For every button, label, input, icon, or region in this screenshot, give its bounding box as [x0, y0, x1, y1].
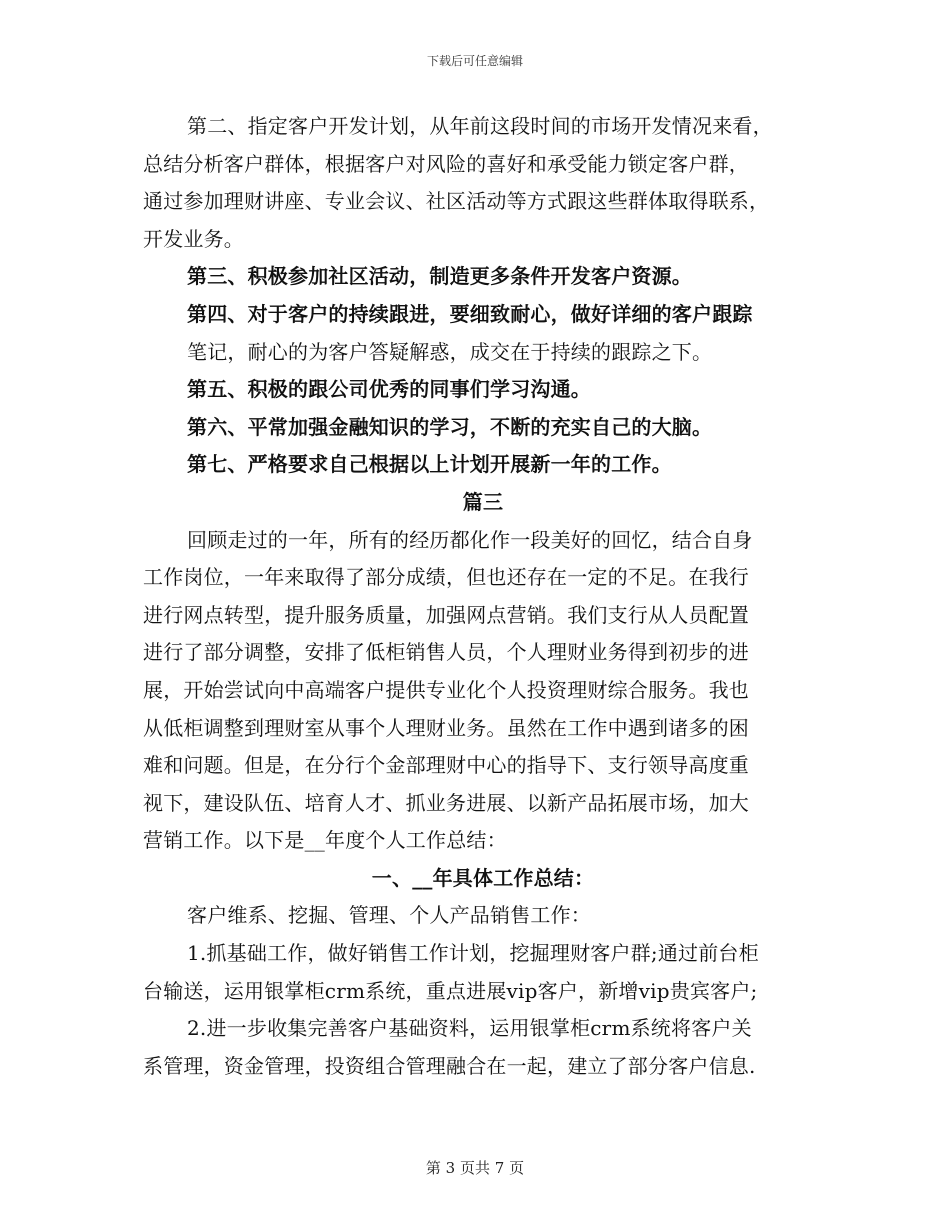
paragraph-line: 第四、对于客户的持续跟进，要细致耐心，做好详细的客户跟踪 [187, 301, 753, 326]
paragraph-line: 1.抓基础工作，做好销售工作计划，挖掘理财客户群;通过前台柜 [187, 941, 759, 966]
paragraph-line: 第七、严格要求自己根据以上计划开展新一年的工作。 [187, 452, 672, 477]
document-body [143, 108, 823, 1085]
section-heading: 篇三 [462, 489, 504, 514]
paragraph-line: 进行网点转型，提升服务质量，加强网点营销。我们支行从人员配置 [143, 602, 749, 627]
paragraph-line: 开发业务。 [143, 226, 244, 251]
paragraph-line: 从低柜调整到理财室从事个人理财业务。虽然在工作中遇到诸多的困 [143, 715, 749, 740]
paragraph-line: 视下，建设队伍、培育人才、抓业务进展、以新产品拓展市场，加大 [143, 790, 749, 815]
paragraph-line: 工作岗位，一年来取得了部分成绩，但也还存在一定的不足。在我行 [143, 565, 749, 590]
page-footer: 第 3 页共 7 页 [425, 1159, 525, 1177]
paragraph-line: 台输送，运用银掌柜crm系统，重点进展vip客户，新增vip贵宾客户; [143, 978, 758, 1003]
paragraph-line: 难和问题。但是，在分行个金部理财中心的指导下、支行领导高度重 [143, 753, 749, 778]
paragraph-line: 系管理，资金管理，投资组合管理融合在一起，建立了部分客户信息. [143, 1053, 756, 1078]
paragraph-line: 第三、积极参加社区活动，制造更多条件开发客户资源。 [187, 264, 692, 289]
paragraph-line: 笔记，耐心的为客户答疑解惑，成交在于持续的跟踪之下。 [187, 339, 713, 364]
paragraph-line: 进行了部分调整，安排了低柜销售人员，个人理财业务得到初步的进 [143, 640, 749, 665]
paragraph-line: 总结分析客户群体，根据客户对风险的喜好和承受能力锁定客户群， [143, 151, 749, 176]
paragraph-line: 第二、指定客户开发计划，从年前这段时间的市场开发情况来看， [187, 114, 773, 138]
paragraph-line: 回顾走过的一年，所有的经历都化作一段美好的回忆，结合自身 [187, 527, 753, 552]
paragraph-line: 展，开始尝试向中高端客户提供专业化个人投资理财综合服务。我也 [143, 677, 749, 702]
paragraph-line: 通过参加理财讲座、专业会议、社区活动等方式跟这些群体取得联系， [143, 189, 770, 214]
paragraph-line: 第五、积极的跟公司优秀的同事们学习沟通。 [187, 377, 591, 402]
paragraph-line: 营销工作。以下是__年度个人工作总结： [143, 828, 507, 853]
paragraph-line: 第六、平常加强金融知识的学习，不断的充实自己的大脑。 [187, 414, 713, 439]
section-heading: 一、__年具体工作总结： [371, 865, 595, 890]
paragraph-line: 2.进一步收集完善客户基础资料，运用银掌柜crm系统将客户关 [187, 1016, 752, 1041]
page-header: 下载后可任意编辑 [426, 54, 523, 68]
paragraph-line: 客户维系、挖掘、管理、个人产品销售工作： [187, 903, 591, 928]
